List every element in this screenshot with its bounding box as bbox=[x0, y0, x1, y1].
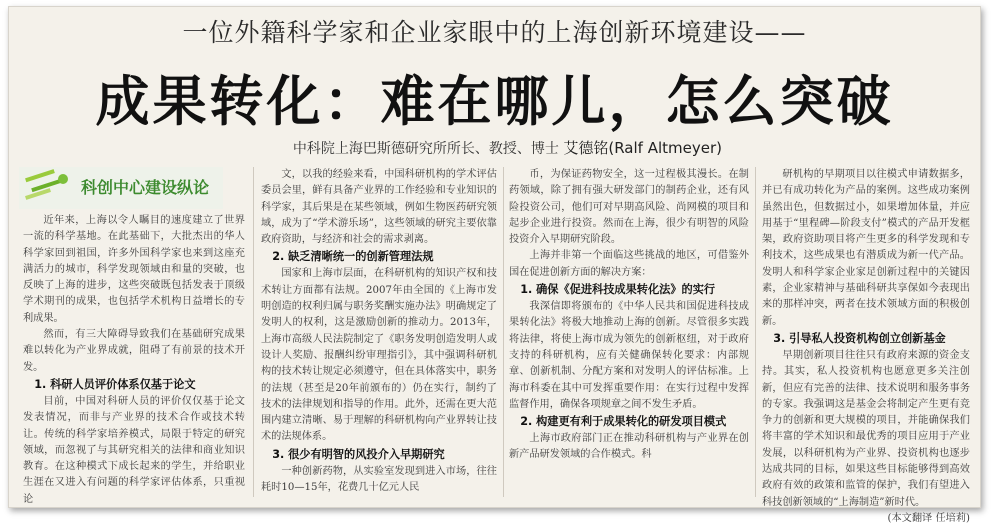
text-column-3 bbox=[509, 167, 749, 503]
byline bbox=[293, 137, 722, 158]
column-divider bbox=[253, 167, 254, 497]
section-heading: 2. 缺乏清晰统一的创新管理法规 bbox=[272, 250, 434, 264]
column-divider bbox=[503, 167, 504, 497]
body-paragraph: 我深信即将颁布的《中华人民共和国促进科技成果转化法》将极大地推动上海的创新。尽管很多实践将法律，将使上海市成为领先的创新枢纽，对于政府支持的科研机构，应有关健确保转化要求：内部规章、创新机制、分配方案和对发明人的评估标准。上海市科委在其中可发挥重要作用：在实行过程中发挥监督作用，确保各项规章之间不发生矛盾。 bbox=[509, 301, 749, 410]
body-paragraph: 上海并非第一个面临这些挑战的地区，可借鉴外国在促进创新方面的解决方案： bbox=[509, 250, 749, 278]
translator-credit: (本文翻译 任培莉) bbox=[887, 512, 970, 524]
body-paragraph: 国家和上海市层面，在科研机构的知识产权和技术转让方面都有法规。2007年由全国的《上海市发明创造的权利归属与职务奖酬实施办法》明确规定了发明人的权利，这是激励创新的推动力。2013年，上海市高级人民法院制定了《职务发明创造发明人或设计人奖励、报酬纠纷审理指引》，其中强调科研机构的技术转让规定必须遵守，但在具体落实中，职务的法规（甚至是20年前颁布的）仍在实行，制约了技术的法律规划和指导的作用。此外，还需在更大范围内建立清晰、易于理解的科研机构向产业界转让技术的法规体系。 bbox=[261, 268, 497, 443]
section-heading: 1. 科研人员评价体系仅基于论文 bbox=[34, 377, 196, 391]
column-logo bbox=[19, 167, 223, 209]
text-column-1 bbox=[23, 213, 245, 503]
byline-author: 艾德铭(Ralf Altmeyer) bbox=[563, 139, 722, 157]
body-paragraph: 一种创新药物，从实验室发现到进入市场，往往耗时10—15年，花费几十亿元人民 bbox=[261, 465, 497, 494]
body-paragraph: 币，为保证药物安全，这一过程极其漫长。在制药领域，除了拥有强大研发部门的制药企业，还有风险投资公司，他们可对早期高风险、尚网模的项目和起步企业进行投资。然而在上海，很少有明智的风险投资介入早期研究阶段。 bbox=[509, 169, 749, 246]
newspaper-page bbox=[8, 6, 981, 524]
section-heading: 2. 构建更有利于成果转化的研发项目模式 bbox=[520, 415, 727, 429]
section-heading: 3. 很少有明智的风投介入早期研究 bbox=[272, 447, 445, 461]
text-column-4 bbox=[762, 167, 970, 524]
article-title: 成果转化：难在哪儿，怎么突破 bbox=[95, 70, 894, 133]
section-heading: 3. 引导私人投资机构创立创新基金 bbox=[773, 331, 946, 345]
body-paragraph: 近年来，上海以令人瞩目的速度建立了世界一流的科学基地。在此基础下，大批杰出的华人科学家回到祖国，许多外国科学家也来到这座充满活力的城市，科学发现领域由和量的突破，也反映了上海的进步，这些突破既包括发表于顶级学术期刊的成果，也包括学术机构日益增长的专利成果。 bbox=[23, 215, 245, 324]
body-paragraph: 上海市政府部门正在推动科研机构与产业界在创新产品研发领域的合作模式。科 bbox=[509, 433, 749, 461]
body-paragraph: 研机构的早期项目以往模式申请数据多，并已有成功转化为产品的案例。这些成功案例虽然出色，但数据过小，如果增加体量，并应用基于“里程碑—阶段支付”模式的产品开发框架，政府资助项目将产生更多的科学发现和专利技术，这些成果也有潜质成为新一代产品。发明人和科学家企业家足创新过程中的关键因素，企业家精神与基础科研共享保如今表现出来的那样冲突，两者在技术领域方面的积极创新。 bbox=[762, 169, 970, 327]
byline-role: 中科院上海巴斯德研究所所长、教授、博士 bbox=[292, 141, 559, 157]
body-paragraph: 早期创新项目往往只有政府来源的资金支持。其实，私人投资机构也愿意更多关注创新，但应有完善的法律、技术说明和服务事务的专家。我强调这是基金会将制定产生更有竞争力的创新和更大规模的项目，并能确保我们将丰富的学术知识和最优秀的项目应用于产业发展，以科研机构为产业界、投资机构也逐步达成共同的目标，如果这些目标能够得到高效政府有效的政策和监管的保护，我们有望进入科技创新领域的“上海制造”新时代。 bbox=[762, 349, 970, 508]
text-column-2 bbox=[261, 167, 497, 503]
logo-text: 科创中心建设纵论 bbox=[81, 178, 210, 197]
column-divider bbox=[755, 167, 756, 497]
section-heading: 1. 确保《促进科技成果转化法》的实行 bbox=[520, 283, 716, 297]
body-paragraph: 然而，有三大障碍导致我们在基础研究成果难以转化为产业界成就，阻碍了有前景的技术开发。 bbox=[23, 329, 245, 373]
body-paragraph: 文，以我的经验来看，中国科研机构的学术评估委员会里，鲜有具备产业界的工作经验和专业知识的科学家，其后果是在某些领域，例如生物医药研究领域，成为了“学术游乐场”，这些领域的研究主要依靠政府资助，与经济和社会的需求剥离。 bbox=[261, 169, 497, 246]
article-subtitle: 一位外籍科学家和企业家眼中的上海创新环境建设—— bbox=[182, 18, 807, 47]
body-paragraph: 目前，中国对科研人员的评价仅仅基于论文发表情况，而非与产业界的技术合作或技术转让。传统的科学家培养模式，局限于特定的研究领域，而忽视了与其研究相关的法律和商业知识教育。在这种模式下成长起来的学生，并给职业生涯在又进入有问题的科学家评估体系，只重视论 bbox=[23, 395, 245, 505]
